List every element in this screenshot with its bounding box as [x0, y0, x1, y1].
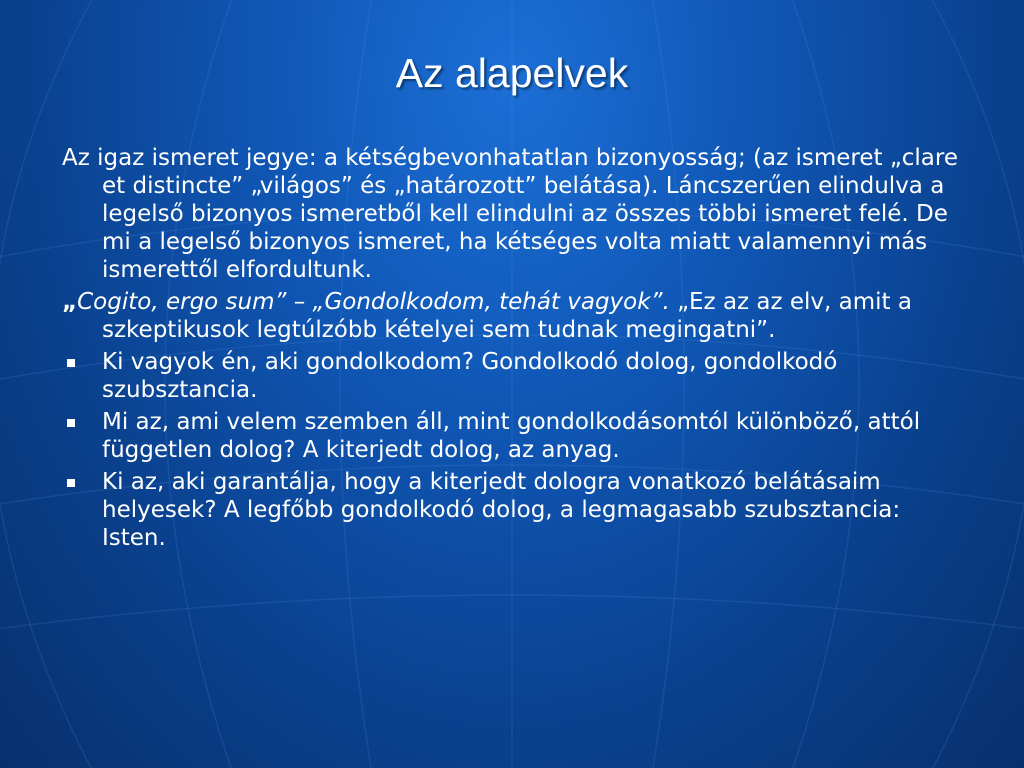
cogito-paragraph: [62, 288, 967, 344]
list-item: [62, 468, 967, 552]
square-bullet-icon: [67, 359, 75, 367]
bullet-list: [62, 348, 967, 552]
intro-paragraph: Az igaz ismeret jegye: a kétségbevonhatatlan bizonyosság; (az ismeret „clare et distincte” „világos” és „határozott” belátása). Láncszerűen elindulva a legelső bizonyos ismeretből kell elindulni az összes többi ismeret felé. De mi a legelső bizonyos ismeret, ha kétséges volta miatt valamennyi más ismerettől elfordultunk.: [62, 145, 958, 283]
cogito-quote: Cogito, ergo sum” – „Gondolkodom, tehát vagyok”.: [77, 289, 670, 315]
list-item-text: Mi az, ami velem szemben áll, mint gondolkodásomtól különböző, attól független dolog? A kiterjedt dolog, az anyag.: [102, 409, 921, 463]
list-item: [62, 348, 967, 404]
slide-body: [62, 144, 967, 556]
list-item-text: Ki az, aki garantálja, hogy a kiterjedt dologra vonatkozó belátásaim helyesek? A legfőbb gondolkodó dolog, a legmagasabb szubsztancia: Isten.: [102, 469, 901, 551]
opening-quote-mark: „: [62, 289, 78, 315]
list-item-text: Ki vagyok én, aki gondolkodom? Gondolkodó dolog, gondolkodó szubsztancia.: [102, 349, 838, 403]
square-bullet-icon: [67, 479, 75, 487]
list-item: [62, 408, 967, 464]
cogito-explanation: „Ez az az elv, amit a szkeptikusok legtúlzóbb kételyei sem tudnak megingatni”.: [102, 289, 912, 343]
square-bullet-icon: [67, 419, 75, 427]
slide-title: Az alapelvek: [395, 50, 629, 96]
